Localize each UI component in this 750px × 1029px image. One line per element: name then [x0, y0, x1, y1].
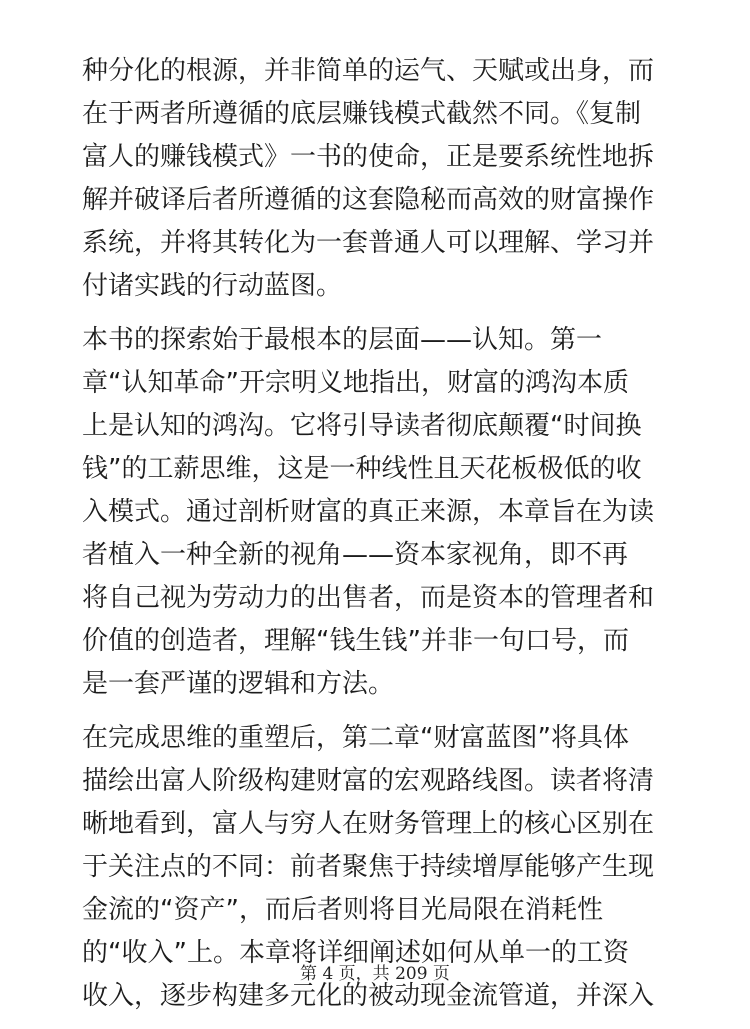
text-line: 金流的“资产”，而后者则将目光局限在消耗性 [82, 895, 603, 925]
text-line: 种分化的根源，并非简单的运气、天赋或出身，而 [82, 56, 655, 86]
page-number-footer: 第 4 页，共 209 页 [300, 964, 450, 984]
text-line: 者植入一种全新的视角——资本家视角，即不再 [82, 540, 629, 570]
text-line: 付诸实践的行动蓝图。 [82, 271, 343, 301]
text-line: 描绘出富人阶级构建财富的宏观路线图。读者将清 [82, 766, 655, 796]
text-line: 入模式。通过剖析财富的真正来源，本章旨在为读 [82, 497, 655, 527]
text-line: 将自己视为劳动力的出售者，而是资本的管理者和 [82, 583, 655, 613]
paragraph [82, 50, 682, 308]
body-text [82, 50, 682, 1029]
text-line: 的“收入”上。本章将详细阐述如何从单一的工资 [82, 938, 629, 968]
text-line: 富人的赚钱模式》一书的使命，正是要系统性地拆 [82, 142, 655, 172]
text-line: 本书的探索始于最根本的层面——认知。第一 [82, 325, 603, 355]
text-line: 在完成思维的重塑后，第二章“财富蓝图”将具体 [82, 723, 629, 753]
text-line: 价值的创造者，理解“钱生钱”并非一句口号，而 [82, 626, 629, 656]
text-line: 是一套严谨的逻辑和方法。 [82, 669, 395, 699]
text-line: 章“认知革命”开宗明义地指出，财富的鸿沟本质 [82, 368, 629, 398]
text-line: 于关注点的不同：前者聚焦于持续增厚能够产生现 [82, 852, 655, 882]
text-line: 晰地看到，富人与穷人在财务管理上的核心区别在 [82, 809, 655, 839]
text-line: 收入，逐步构建多元化的被动现金流管道，并深入 [82, 981, 655, 1011]
text-line: 解并破译后者所遵循的这套隐秘而高效的财富操作 [82, 185, 655, 215]
text-line: 钱”的工薪思维，这是一种线性且天花板极低的收 [82, 454, 642, 484]
paragraph [82, 319, 682, 706]
text-line: 系统，并将其转化为一套普通人可以理解、学习并 [82, 228, 655, 258]
text-line: 上是认知的鸿沟。它将引导读者彻底颠覆“时间换 [82, 411, 642, 441]
text-line: 在于两者所遵循的底层赚钱模式截然不同。《复制 [82, 99, 642, 129]
